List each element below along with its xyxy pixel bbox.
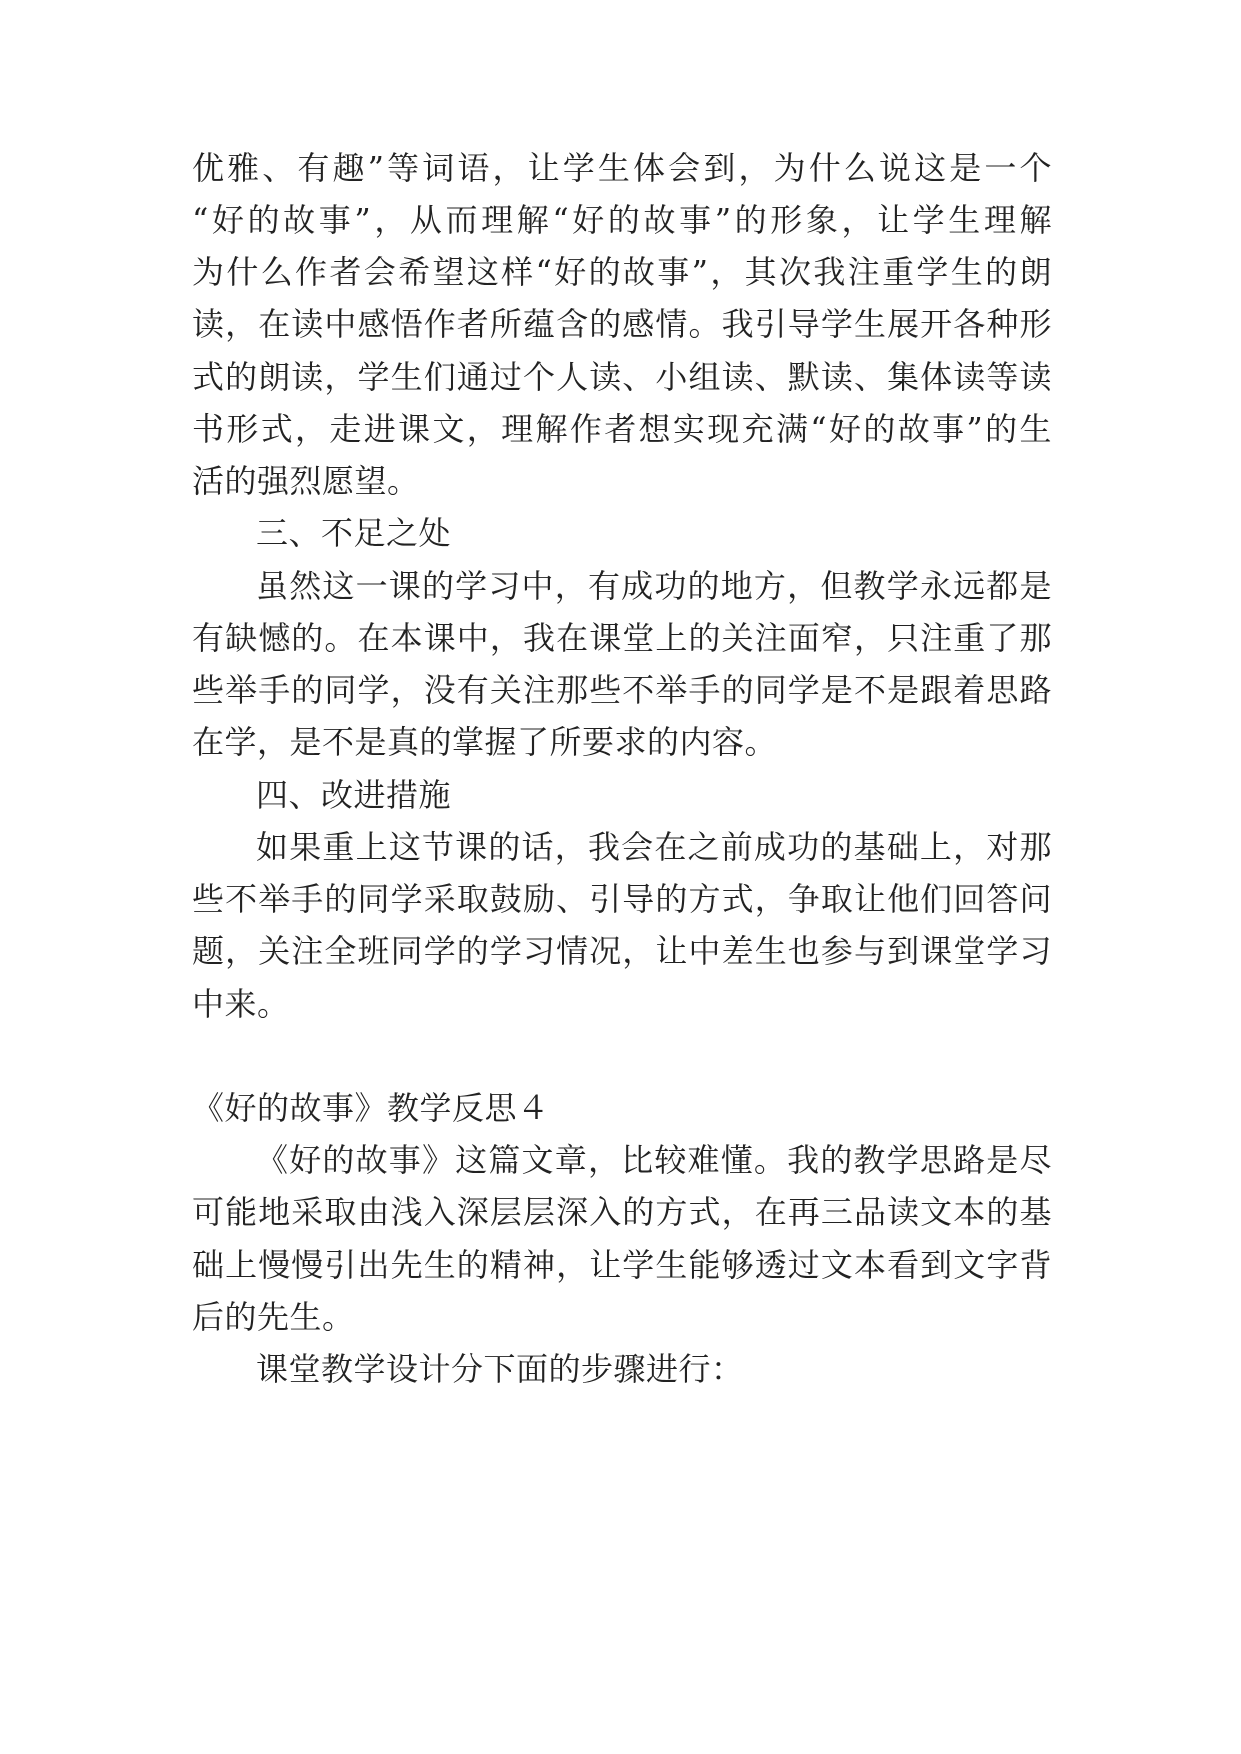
paragraph-line: 题，关注全班同学的学习情况，让中差生也参与到课堂学习 — [192, 932, 1052, 970]
paragraph-line: 《好的故事》这篇文章，比较难懂。我的教学思路是尽 — [256, 1141, 1052, 1179]
paragraph-line: 有缺憾的。在本课中，我在课堂上的关注面窄，只注重了那 — [192, 619, 1052, 657]
paragraph-line: 后的先生。 — [192, 1298, 355, 1336]
paragraph-line: 活的强烈愿望。 — [192, 462, 420, 500]
paragraph-line: 础上慢慢引出先生的精神，让学生能够透过文本看到文字背 — [192, 1246, 1052, 1284]
paragraph-line: “好的故事”，从而理解“好的故事”的形象，让学生理解 — [192, 201, 1052, 239]
section-heading: 四、改进措施 — [256, 776, 452, 814]
paragraph-line: 可能地采取由浅入深层层深入的方式，在再三品读文本的基 — [192, 1193, 1052, 1231]
paragraph-line: 式的朗读，学生们通过个人读、小组读、默读、集体读等读 — [192, 358, 1052, 396]
paragraph-line: 书形式，走进课文，理解作者想实现充满“好的故事”的生 — [192, 410, 1052, 448]
section-heading: 三、不足之处 — [256, 514, 452, 552]
paragraph-line: 为什么作者会希望这样“好的故事”，其次我注重学生的朗 — [192, 253, 1052, 291]
section-title: 《好的故事》教学反思４ — [192, 1089, 550, 1127]
paragraph-line: 中来。 — [192, 985, 290, 1023]
paragraph-line: 如果重上这节课的话，我会在之前成功的基础上，对那 — [256, 828, 1052, 866]
paragraph-line: 虽然这一课的学习中，有成功的地方，但教学永远都是 — [256, 567, 1052, 605]
paragraph-line: 读，在读中感悟作者所蕴含的感情。我引导学生展开各种形 — [192, 305, 1052, 343]
paragraph-line: 课堂教学设计分下面的步骤进行： — [256, 1350, 744, 1388]
paragraph-line: 些举手的同学，没有关注那些不举手的同学是不是跟着思路 — [192, 671, 1052, 709]
paragraph-line: 优雅、有趣”等词语，让学生体会到，为什么说这是一个 — [192, 149, 1052, 187]
paragraph-line: 些不举手的同学采取鼓励、引导的方式，争取让他们回答问 — [192, 880, 1052, 918]
paragraph-line: 在学，是不是真的掌握了所要求的内容。 — [192, 723, 778, 761]
